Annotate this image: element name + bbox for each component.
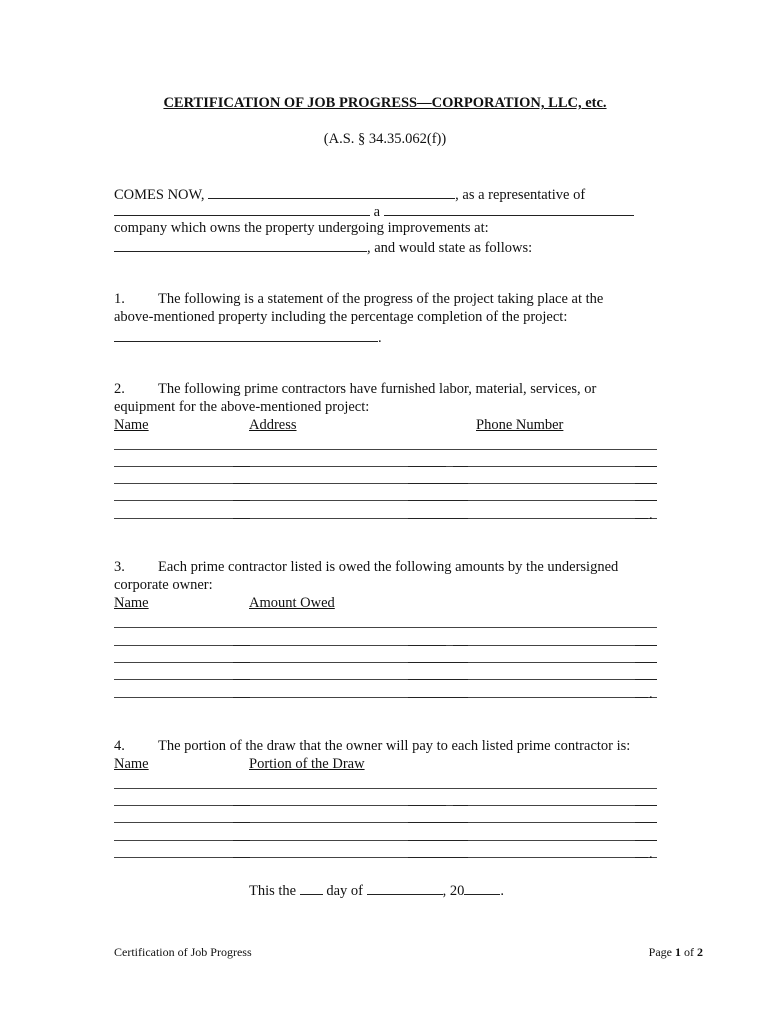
draw-row-1[interactable]	[114, 788, 657, 789]
section-4-col-portion: Portion of the Draw	[249, 756, 365, 772]
row-mark	[635, 500, 657, 501]
amount-row-3[interactable]	[114, 662, 657, 663]
row-mark	[408, 518, 468, 519]
of-word: of	[684, 945, 694, 959]
date-period: .	[500, 883, 505, 899]
section-3-col-name: Name	[114, 595, 149, 611]
row-mark	[233, 857, 250, 858]
day-field[interactable]	[300, 880, 323, 895]
row-mark	[233, 840, 250, 841]
page-indicator	[649, 944, 703, 960]
intro-line-4	[114, 237, 532, 257]
row-mark	[233, 483, 250, 484]
page-total: 2	[697, 945, 703, 959]
row-mark	[635, 857, 648, 858]
row-mark	[635, 483, 657, 484]
draw-row-3[interactable]	[114, 822, 657, 823]
day-of-text: day of	[326, 883, 364, 899]
amount-row-4[interactable]	[114, 679, 657, 680]
contractor-row-3[interactable]	[114, 483, 657, 484]
row-mark	[233, 466, 250, 467]
row-mark	[233, 679, 250, 680]
amount-row-1[interactable]	[114, 627, 657, 628]
section-3-period: .	[649, 686, 653, 702]
intro-line-2	[114, 201, 634, 221]
amount-row-5[interactable]	[114, 697, 657, 698]
row-mark	[408, 805, 446, 806]
property-address-field[interactable]	[114, 237, 367, 252]
row-mark	[453, 466, 468, 467]
page-number: 1	[675, 945, 681, 959]
row-mark	[408, 840, 468, 841]
row-mark	[408, 483, 468, 484]
section-1-line-1: The following is a statement of the progress of the project taking place at the	[158, 291, 604, 307]
progress-percentage-field[interactable]	[114, 327, 378, 342]
draw-row-4[interactable]	[114, 840, 657, 841]
section-4-number: 4.	[114, 738, 125, 754]
statute-citation: (A.S. § 34.35.062(f))	[323, 131, 447, 147]
date-line	[249, 880, 504, 900]
row-mark	[635, 679, 657, 680]
section-1-number: 1.	[114, 291, 125, 307]
section-2-period: .	[649, 507, 653, 523]
company-field-right[interactable]	[384, 201, 634, 216]
this-the-text: This the	[249, 883, 297, 899]
year-field[interactable]	[464, 880, 500, 895]
draw-row-5[interactable]	[114, 857, 657, 858]
state-text: , and would state as follows:	[367, 240, 533, 256]
comma-20-text: , 20	[442, 883, 465, 899]
row-mark	[408, 645, 446, 646]
row-mark	[408, 857, 468, 858]
section-1-line-2: above-mentioned property including the percentage completion of the project:	[114, 309, 568, 325]
section-3-line-2: corporate owner:	[114, 577, 213, 593]
row-mark	[635, 466, 657, 467]
row-mark	[408, 679, 468, 680]
row-mark	[408, 500, 468, 501]
section-4-line-1: The portion of the draw that the owner will pay to each listed prime contractor is:	[158, 738, 631, 754]
section-4-col-name: Name	[114, 756, 149, 772]
section-1-answer	[114, 327, 382, 347]
row-mark	[408, 697, 468, 698]
contractor-row-4[interactable]	[114, 500, 657, 501]
contractor-row-5[interactable]	[114, 518, 657, 519]
row-mark	[635, 840, 657, 841]
document-title: CERTIFICATION OF JOB PROGRESS—CORPORATION, LLC, etc.	[163, 95, 607, 111]
section-2-line-1: The following prime contractors have furnished labor, material, services, or	[158, 381, 597, 397]
row-mark	[635, 805, 657, 806]
section-2-col-name: Name	[114, 417, 149, 433]
company-field-left[interactable]	[114, 201, 370, 216]
section-3-line-1: Each prime contractor listed is owed the following amounts by the undersigned	[158, 559, 619, 575]
row-mark	[408, 822, 468, 823]
month-field[interactable]	[367, 880, 443, 895]
row-mark	[635, 697, 648, 698]
row-mark	[233, 822, 250, 823]
row-mark	[233, 662, 250, 663]
comes-now-text: COMES NOW,	[114, 187, 205, 203]
section-3-number: 3.	[114, 559, 125, 575]
representative-name-field[interactable]	[208, 184, 455, 199]
section-2-col-phone: Phone Number	[476, 417, 564, 433]
contractor-row-1[interactable]	[114, 449, 657, 450]
a-text: a	[373, 204, 381, 220]
section-1-period: .	[378, 330, 382, 346]
row-mark	[233, 500, 250, 501]
section-2-number: 2.	[114, 381, 125, 397]
row-mark	[233, 805, 250, 806]
representative-text: , as a representative of	[455, 187, 586, 203]
section-3-col-amount: Amount Owed	[249, 595, 335, 611]
section-2-col-address: Address	[249, 417, 297, 433]
row-mark	[408, 662, 468, 663]
section-4-period: .	[649, 846, 653, 862]
row-mark	[233, 518, 250, 519]
company-line: company which owns the property undergoing improvements at:	[114, 220, 489, 236]
row-mark	[408, 466, 446, 467]
page-word: Page	[648, 945, 672, 959]
row-mark	[635, 822, 657, 823]
row-mark	[233, 697, 250, 698]
row-mark	[635, 662, 657, 663]
row-mark	[635, 518, 648, 519]
row-mark	[635, 645, 657, 646]
section-2-line-2: equipment for the above-mentioned project:	[114, 399, 370, 415]
row-mark	[233, 645, 250, 646]
footer-title: Certification of Job Progress	[114, 945, 252, 959]
amount-row-2[interactable]	[114, 645, 657, 646]
draw-row-2[interactable]	[114, 805, 657, 806]
contractor-row-2[interactable]	[114, 466, 657, 467]
row-mark	[453, 805, 468, 806]
row-mark	[453, 645, 468, 646]
